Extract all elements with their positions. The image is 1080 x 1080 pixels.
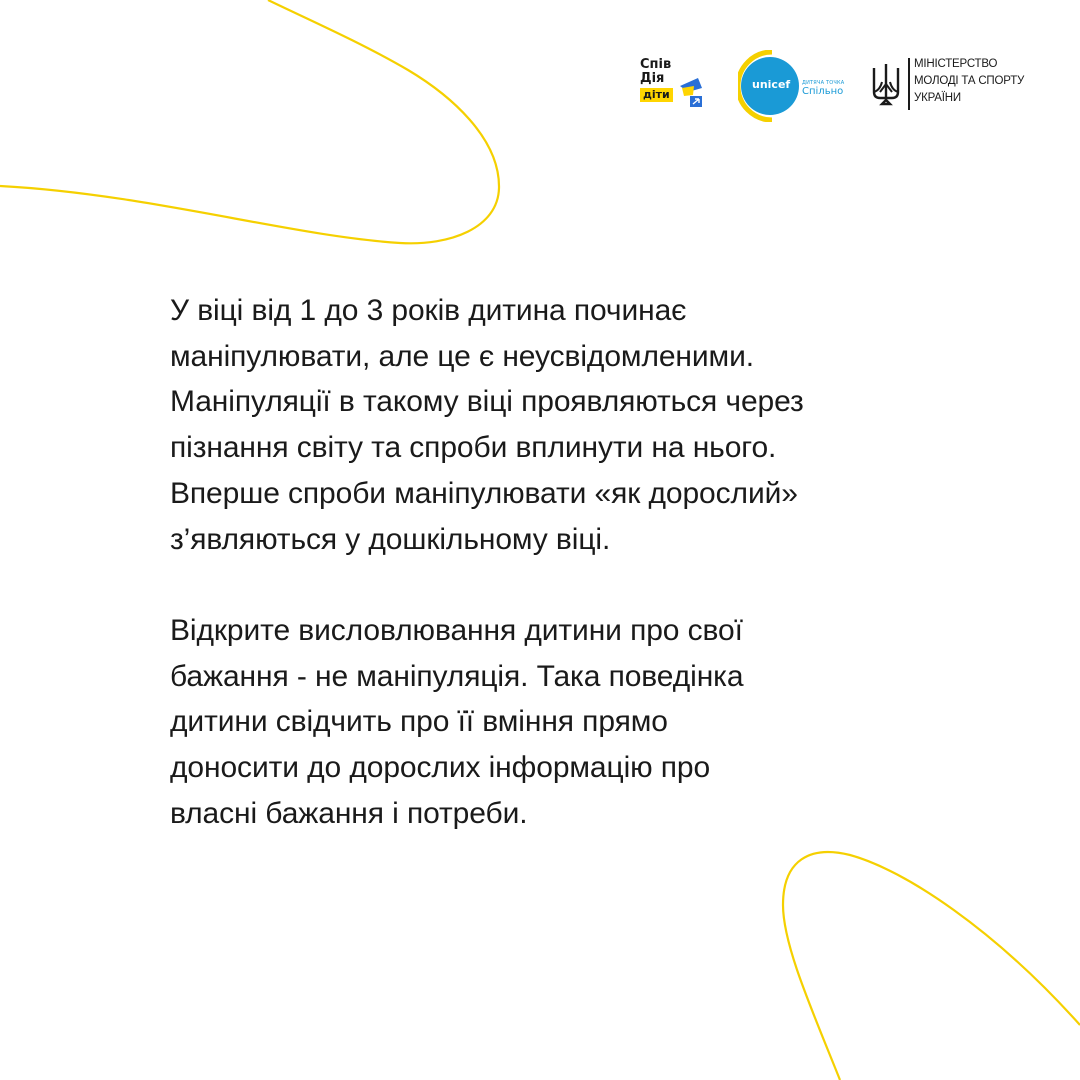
spivdiya-word-1: Спів: [640, 57, 672, 72]
ministry-divider: [908, 58, 910, 110]
text-line: з’являються у дошкільному віці.: [170, 522, 611, 556]
ministry-line-2: МОЛОДІ ТА СПОРТУ: [914, 75, 1025, 87]
ministry-line-3: УКРАЇНИ: [914, 92, 961, 104]
paragraph-age-manipulation: [170, 288, 1000, 562]
text-line: доносити до дорослих інформацію про: [170, 751, 711, 785]
main-text: [170, 288, 1000, 836]
ministry-line-1: МІНІСТЕРСТВО: [914, 58, 998, 70]
text-line: дитини свідчить про її вміння прямо: [170, 705, 668, 739]
spivdiya-word-2: Дія: [640, 71, 665, 86]
trident-icon: [870, 62, 902, 106]
unicef-name: Спільно: [802, 86, 844, 97]
partner-logos: [636, 48, 1056, 128]
text-line: власні бажання і потреби.: [170, 796, 528, 830]
spivdiya-word-3: діти: [640, 88, 673, 102]
unicef-wordmark: unicef: [752, 78, 791, 91]
text-line: маніпулювати, але це є неусвідомленими.: [170, 339, 754, 373]
text-line: Вперше спроби маніпулювати «як дорослий»: [170, 476, 798, 510]
spivdiya-logo: [640, 58, 706, 120]
unicef-tagline: ДИТЯЧА ТОЧКА: [802, 80, 845, 86]
speech-bubbles-icon: [676, 76, 706, 108]
text-line: У віці від 1 до 3 років дитина починає: [170, 294, 687, 327]
top-left-curve: [0, 0, 499, 243]
ministry-logo: [870, 56, 1056, 118]
text-line: пізнання світу та спроби вплинути на нього.: [170, 431, 777, 465]
text-line: бажання - не маніпуляція. Така поведінка: [170, 659, 744, 693]
unicef-logo: [738, 50, 856, 122]
text-line: Відкрите висловлювання дитини про свої: [170, 613, 743, 647]
text-line: Маніпуляції в такому віці проявляються через: [170, 385, 804, 419]
bottom-right-curve: [783, 852, 1080, 1080]
paragraph-open-expression: [170, 608, 1000, 837]
